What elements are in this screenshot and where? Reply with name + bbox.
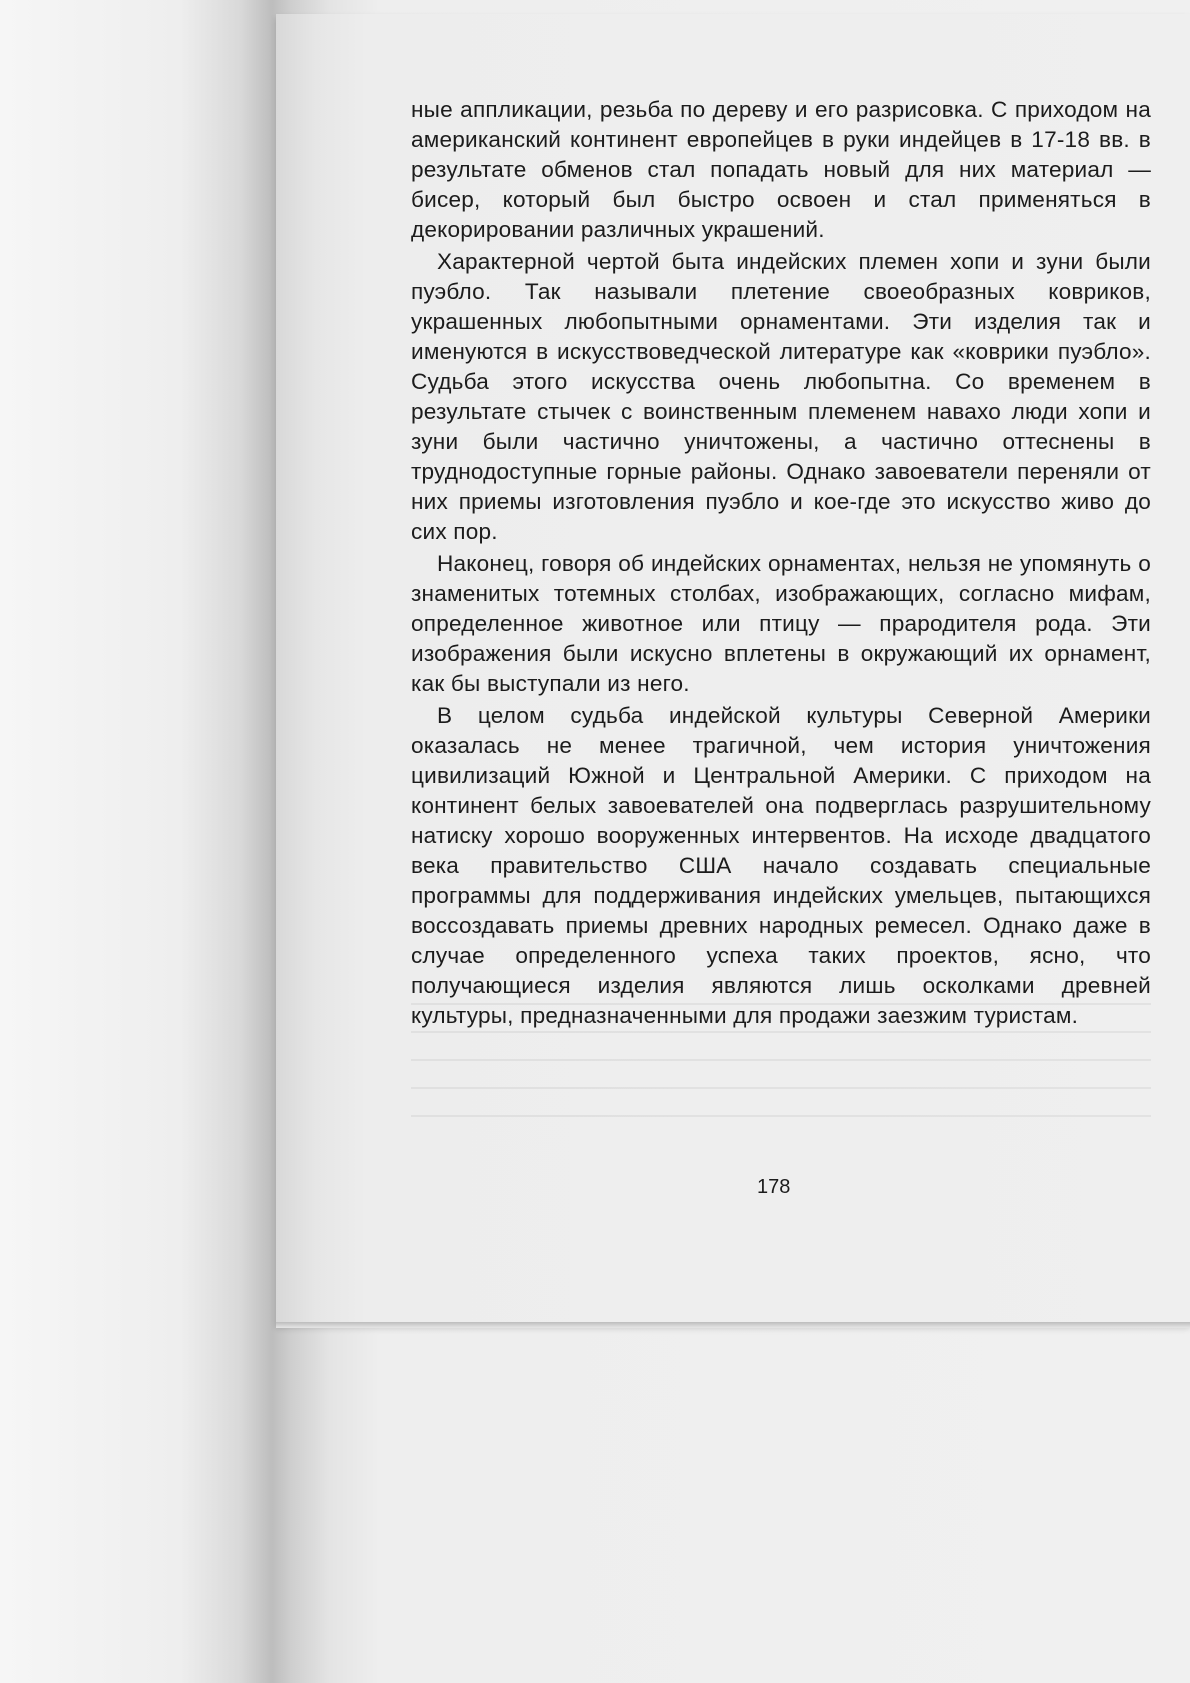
page-number: 178 bbox=[757, 1176, 791, 1198]
body-text bbox=[411, 95, 1151, 1033]
paragraph: Наконец, говоря об индейских орнаментах, нельзя не упомянуть о знаменитых тотемных столбах, изображающих, согласно мифам, определенное животное или птицу — прародителя рода. Эти изображения были искусно вплетены в окружающий их орнамент, как бы выступали из него. bbox=[411, 551, 1151, 696]
paragraph: В целом судьба индейской культуры Северной Америки оказалась не менее трагичной, чем история уничтожения цивилизаций Южной и Центральной Америки. С приходом на континент белых завоевателей она подверглась разрушительному натиску хорошо вооруженных интервентов. На исходе двадцатого века правительство США начало создавать специальные программы для поддерживания индейских умельцев, пытающихся воссоздавать приемы древних народных ремесел. Однако даже в случае определенного успеха таких проектов, ясно, что получающиеся изделия являются лишь осколками древней культуры, предназначенными для продажи заезжим туристам. bbox=[411, 703, 1151, 1028]
paragraph: Характерной чертой быта индейских племен хопи и зуни были пуэбло. Так называли плетение своеобразных ковриков, украшенных любопытными орнаментами. Эти изделия так и именуются в искусствоведческой литературе как «коврики пуэбло». Судьба этого искусства очень любопытна. Со временем в результате стычек с воинственным племенем навахо люди хопи и зуни были частично уничтожены, а частично оттеснены в труднодоступные горные районы. Однако завоеватели переняли от них приемы изготовления пуэбло и кое-где это искусство живо до сих пор. bbox=[411, 249, 1151, 544]
page-edge bbox=[276, 1322, 1190, 1328]
paragraph: ные аппликации, резьба по дереву и его разрисовка. С приходом на американский континент европейцев в руки индейцев в 17-18 вв. в результате обменов стал попадать новый для них материал — бисер, который был быстро освоен и стал применяться в декорировании различных украшений. bbox=[411, 97, 1151, 242]
